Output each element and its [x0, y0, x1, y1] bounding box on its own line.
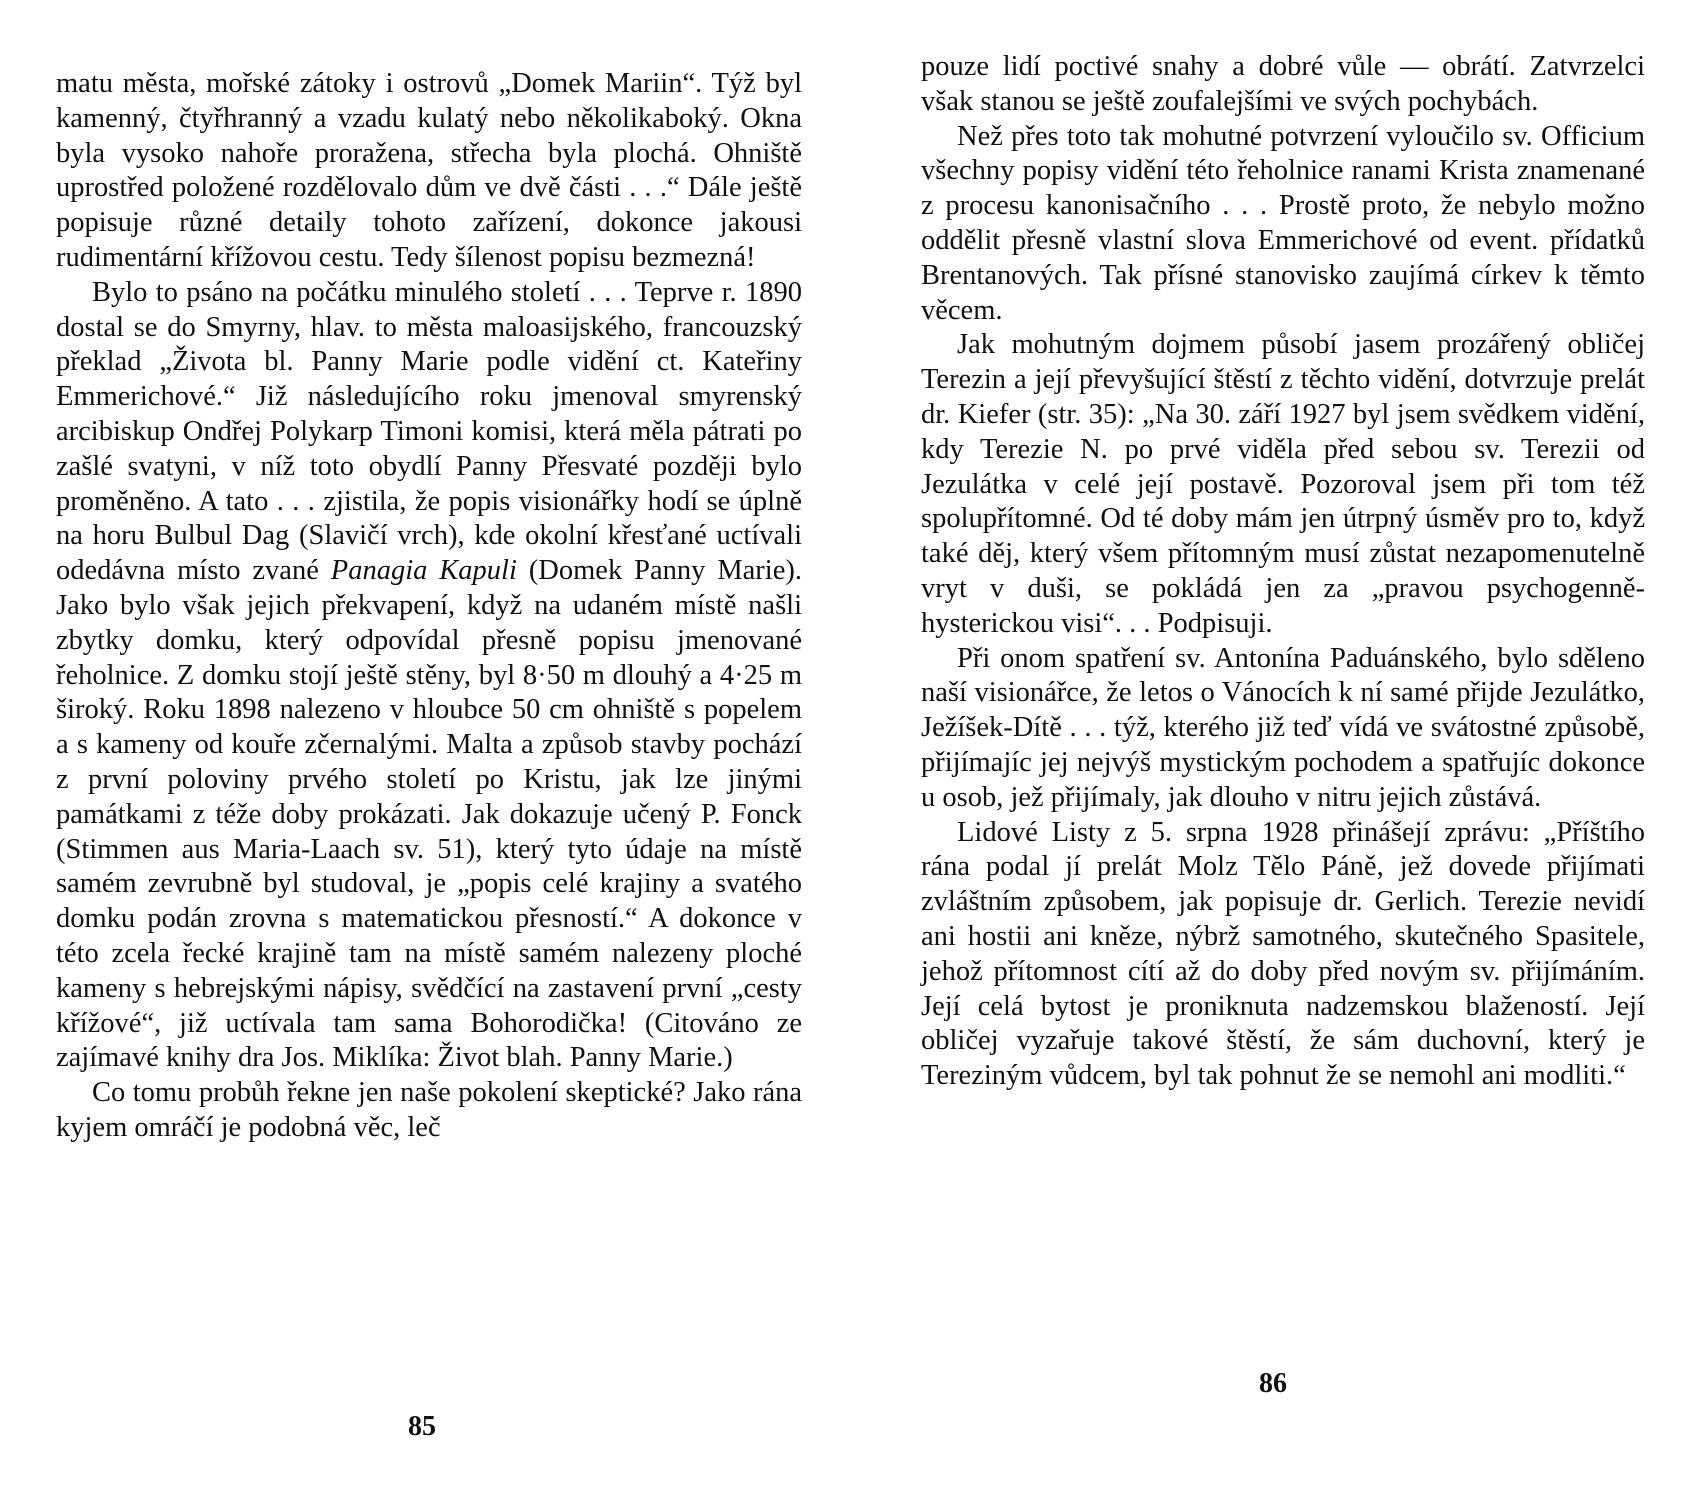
left-page-text — [56, 67, 802, 1146]
left-page — [56, 0, 802, 1500]
left-paragraph-2 — [56, 276, 802, 1076]
left-page-number: 85 — [408, 1411, 436, 1442]
right-paragraph-4: Při onom spatření sv. Antonína Paduánského, bylo sděleno naší visionářce, že letos o Vánocích k ní samé přijde Jezulátko, Ježíšek-Dítě . . . týž, kterého již teď vídá ve svátostné způsobě, přijímajíc jej nejvýš mystickým pochodem a spatřujíc dokonce u osob, jež přijímaly, jak dlouho v nitru jejich zůstává. — [921, 642, 1645, 813]
right-page-text — [921, 50, 1645, 1094]
right-paragraph-5: Lidové Listy z 5. srpna 1928 přinášejí zprávu: „Příštího rána podal jí prelát Molz Tělo Páně, jež dovede přijímati zvláštním způsobem, jak popisuje dr. Gerlich. Terezie nevidí ani hostii ani kněze, nýbrž samotného, skutečného Spasitele, jehož přítomnost cítí až do doby před novým sv. přijímáním. Její celá bytost je proniknuta nadzemskou blažeností. Její obličej vyzařuje takové štěstí, že sám duchovní, který je Tereziným vůdcem, byl tak pohnut že se nemohl ani modliti.“ — [921, 816, 1645, 1092]
right-paragraph-1: pouze lidí poctivé snahy a dobré vůle — obrátí. Zatvrzelci však stanou se ještě zoufalejšími ve svých pochybách. — [921, 51, 1645, 117]
left-paragraph-2-text-end: (Domek Panny Marie). Jako bylo však jejich překvapení, když na udaném místě našli zbytky domku, který odpovídal přesně popisu jmenované řeholnice. Z domku stojí ještě stěny, byl 8·50 m dlouhý a 4·25 m široký. Roku 1898 nalezeno v hloubce 50 cm ohniště s popelem a s kameny od kouře zčernalými. Malta a způsob stavby pochází z první poloviny prvého století po Kristu, jak lze jinými památkami z téže doby prokázati. Jak dokazuje učený P. Fonck (Stimmen aus Maria-Laach sv. 51), který tyto údaje na místě samém zevrubně byl studoval, je „popis celé krajiny a svatého domku podán zrovna s matematickou přesností.“ A dokonce v této zcela řecké krajině tam na místě samém nalezeny ploché kameny s hebrejskými nápisy, svědčící na zastavení první „cesty křížové“, již uctívala tam sama Bohorodička! (Citováno ze zajímavé knihy dra Jos. Miklíka: Život blah. Panny Marie.) — [56, 555, 802, 1074]
left-paragraph-1 — [56, 67, 802, 276]
right-paragraph-3: Jak mohutným dojmem působí jasem prozářený obličej Terezin a její převyšující štěstí z těchto vidění, dotvrzuje prelát dr. Kiefer (str. 35): „Na 30. září 1927 byl jsem svědkem vidění, kdy Terezie N. po prvé viděla před sebou sv. Terezii od Jezulátka v celé její postavě. Pozoroval jsem při tom též spolupřítomné. Od té doby mám jen útrpný úsměv pro to, když také děj, který všem přítomným musí zůstat nezapomenutelně vryt v duši, se pokládá jen za „pravou psychogenně-hysterickou visi“. . . Podpisuji. — [921, 329, 1645, 639]
right-page-number: 86 — [1259, 1368, 1287, 1399]
left-paragraph-3 — [56, 1076, 802, 1146]
left-paragraph-3-text: Co tomu probůh řekne jen naše pokolení skeptické? Jako rána kyjem omráčí je podobná věc, leč — [56, 1077, 802, 1143]
right-page — [921, 0, 1645, 1500]
left-paragraph-2-text-start: Bylo to psáno na počátku minulého století . . . Teprve r. 1890 dostal se do Smyrny, hlav. to města maloasijského, francouzský překlad „Života bl. Panny Marie podle vidění ct. Kateřiny Emmerichové.“ Již následujícího roku jmenoval smyrenský arcibiskup Ondřej Polykarp Timoni komisi, která měla pátrati po zašlé svatyni, v níž toto obydlí Panny Přesvaté později bylo proměněno. A tato . . . zjistila, že popis visionářky hodí se úplně na horu Bulbul Dag (Slavičí vrch), kde okolní křesťané uctívali odedávna místo zvané — [56, 276, 802, 587]
left-paragraph-1-text: matu města, mořské zátoky i ostrovů „Domek Mariin“. Týž byl kamenný, čtyřhranný a vzadu kulatý nebo několikaboký. Okna byla vysoko nahoře proražena, střecha byla plochá. Ohniště uprostřed položené rozdělovalo dům ve dvě části . . .“ Dále ještě popisuje různé detaily tohoto zařízení, dokonce jakousi rudimentární křížovou cestu. Tedy šílenost popisu bezmezná! — [56, 68, 802, 273]
right-paragraph-2: Než přes toto tak mohutné potvrzení vyloučilo sv. Officium všechny popisy vidění této řeholnice ranami Krista znamenané z procesu kanonisačního . . . Prostě proto, že nebylo možno oddělit přesně vlastní slova Emmerichové od event. přídatků Brentanových. Tak přísné stanovisko zaujímá církev k těmto věcem. — [921, 120, 1645, 326]
left-paragraph-2-italic-term: Panagia Kapuli — [330, 555, 517, 587]
